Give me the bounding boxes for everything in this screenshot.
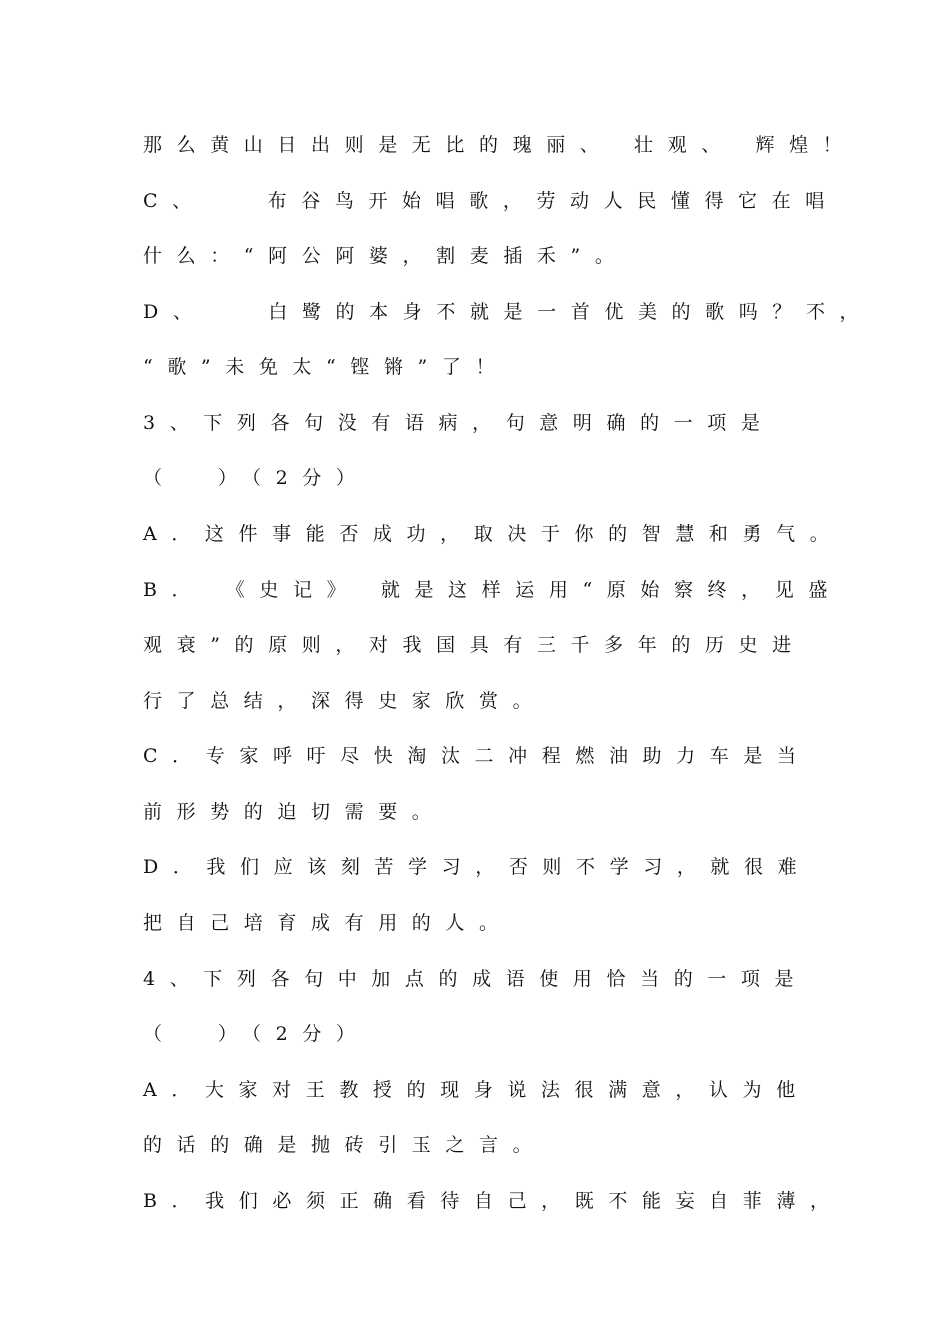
text-line: 把自己培育成有用的人。 xyxy=(143,912,513,934)
text-line: D、 白鹭的本身不就是一首优美的歌吗？不， xyxy=(143,301,874,323)
text-line: B．我们必须正确看待自己，既不能妄自菲薄， xyxy=(143,1190,844,1212)
text-line: C．专家呼吁尽快淘汰二冲程燃油助力车是当 xyxy=(143,745,811,767)
text-line: 4、下列各句中加点的成语使用恰当的一项是 xyxy=(143,968,809,990)
text-line: 前形势的迫切需要。 xyxy=(143,801,446,823)
text-line: （ ）（2分） xyxy=(143,1023,370,1045)
text-line: D．我们应该刻苦学习，否则不学习，就很难 xyxy=(143,856,812,878)
text-line: 3、下列各句没有语病，句意明确的一项是 xyxy=(143,412,775,434)
text-line: 那么黄山日出则是无比的瑰丽、 壮观、 辉煌！ xyxy=(143,134,857,156)
text-line: 什么：“阿公阿婆，割麦插禾”。 xyxy=(143,245,629,267)
text-line: （ ）（2分） xyxy=(143,467,370,489)
text-line: 观衰”的原则，对我国具有三千多年的历史进 xyxy=(143,634,806,656)
text-line: A．大家对王教授的现身说法很满意，认为他 xyxy=(143,1079,810,1101)
text-line: 行了总结，深得史家欣赏。 xyxy=(143,690,547,712)
text-line: “歌”未免太“铿锵”了！ xyxy=(143,356,510,378)
text-line: A．这件事能否成功，取决于你的智慧和勇气。 xyxy=(143,523,844,545)
text-line: C、 布谷鸟开始唱歌，劳动人民懂得它在唱 xyxy=(143,190,839,212)
text-line: 的话的确是抛砖引玉之言。 xyxy=(143,1134,547,1156)
text-line: B． 《史记》 就是这样运用“原始察终，见盛 xyxy=(143,579,842,601)
